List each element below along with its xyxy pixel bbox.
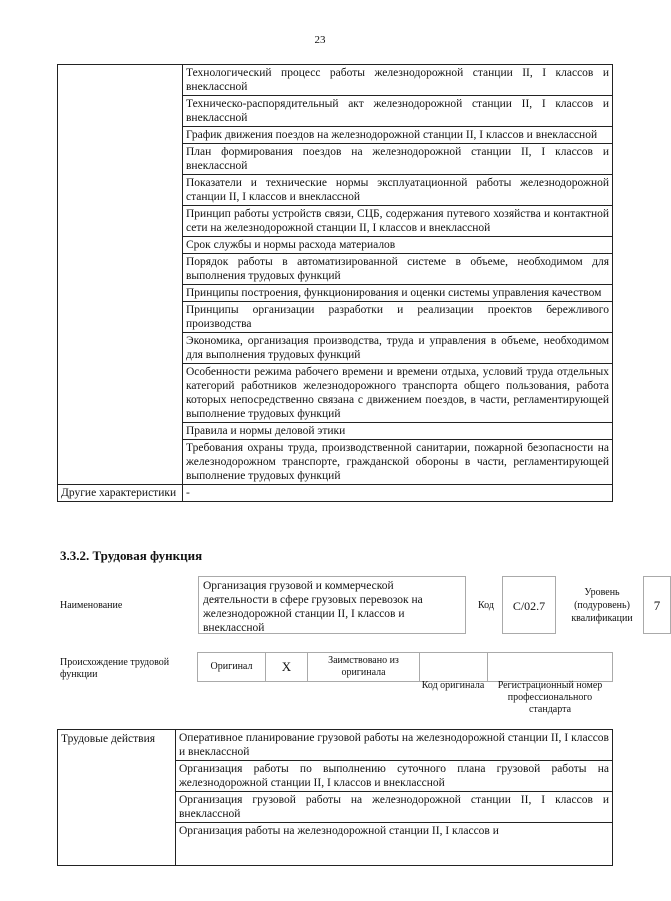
labor-action-item: Оперативное планирование грузовой работы на железнодорожной станции II, I классов и внеклассной: [176, 730, 613, 761]
knowledge-table: [57, 64, 613, 502]
labor-action-item: Организация работы на железнодорожной станции II, I классов и: [176, 823, 613, 866]
knowledge-item: Принцип работы устройств связи, СЦБ, содержания путевого хозяйства и контактной сети на железнодорожной станции II, I классов и внеклассной: [183, 206, 613, 237]
original-label: Оригинал: [197, 653, 265, 681]
level-label: Уровень (подуровень) квалификации: [571, 587, 633, 624]
labor-actions-table: [57, 729, 613, 866]
knowledge-item: Особенности режима рабочего времени и времени отдыха, условий труда отдельных категорий работников железнодорожного транспорта общего пользования, работа которых непосредственно связана с движением поездов, в части, регламентирующей выполнение трудовых функций: [183, 364, 613, 423]
code-original-cell: [419, 653, 487, 681]
code-value: С/02.7: [502, 576, 556, 634]
knowledge-item: Принципы построения, функционирования и оценки системы управления качеством: [183, 285, 613, 302]
knowledge-item: Порядок работы в автоматизированной системе в объеме, необходимом для выполнения трудовых функций: [183, 254, 613, 285]
knowledge-item: Срок службы и нормы расхода материалов: [183, 237, 613, 254]
function-name: Организация грузовой и коммерческой деятельности в сфере грузовых перевозок на железнодорожной станции II, I классов и внеклассной: [198, 576, 466, 634]
level-value: 7: [643, 576, 671, 634]
other-characteristics-value: -: [183, 485, 613, 502]
code-label: Код: [478, 600, 494, 611]
labor-action-item: Организация грузовой работы на железнодорожной станции II, I классов и внеклассной: [176, 792, 613, 823]
table-row: [58, 65, 613, 96]
origin-label: Происхождение трудовой функции: [60, 657, 170, 680]
origin-grid: [197, 652, 613, 682]
knowledge-item: Техническо-распорядительный акт железнодорожной станции II, I классов и внеклассной: [183, 96, 613, 127]
knowledge-item: Экономика, организация производства, труда и управления в объеме, необходимом для выполнения трудовых функций: [183, 333, 613, 364]
knowledge-item: Показатели и технические нормы эксплуатационной работы железнодорожной станции II, I классов и внеклассной: [183, 175, 613, 206]
knowledge-item: Правила и нормы деловой этики: [183, 423, 613, 440]
knowledge-item: Технологический процесс работы железнодорожной станции II, I классов и внеклассной: [183, 65, 613, 96]
origin-block: [60, 652, 616, 722]
section-title: 3.3.2. Трудовая функция: [60, 548, 203, 563]
knowledge-label-cell: [58, 65, 183, 485]
labor-actions-label: Трудовые действия: [58, 730, 176, 866]
knowledge-item: График движения поездов на железнодорожной станции II, I классов и внеклассной: [183, 127, 613, 144]
borrowed-label: Заимствовано из оригинала: [307, 653, 419, 681]
reg-number-label: Регистрационный номер профессионального стандарта: [497, 680, 603, 715]
labor-action-item: Организация работы по выполнению суточного плана грузовой работы на железнодорожной станции II, I классов и внеклассной: [176, 761, 613, 792]
original-mark: X: [265, 653, 307, 681]
knowledge-item: Требования охраны труда, производственной санитарии, пожарной безопасности на железнодорожном транспорте, гражданской обороны в части, регламентирующей выполнение трудовых функций: [183, 440, 613, 485]
page-number: 23: [314, 34, 326, 46]
code-original-label: Код оригинала: [421, 680, 485, 691]
name-label: Наименование: [60, 600, 123, 611]
function-header: [60, 576, 661, 638]
reg-number-cell: [487, 653, 613, 681]
labor-actions-clip: [0, 729, 640, 901]
table-row: [58, 730, 613, 761]
other-characteristics-label: Другие характеристики: [58, 485, 183, 502]
knowledge-item: План формирования поездов на железнодорожной станции II, I классов и внеклассной: [183, 144, 613, 175]
knowledge-item: Принципы организации разработки и реализации проектов бережливого производства: [183, 302, 613, 333]
table-row: [58, 485, 613, 502]
